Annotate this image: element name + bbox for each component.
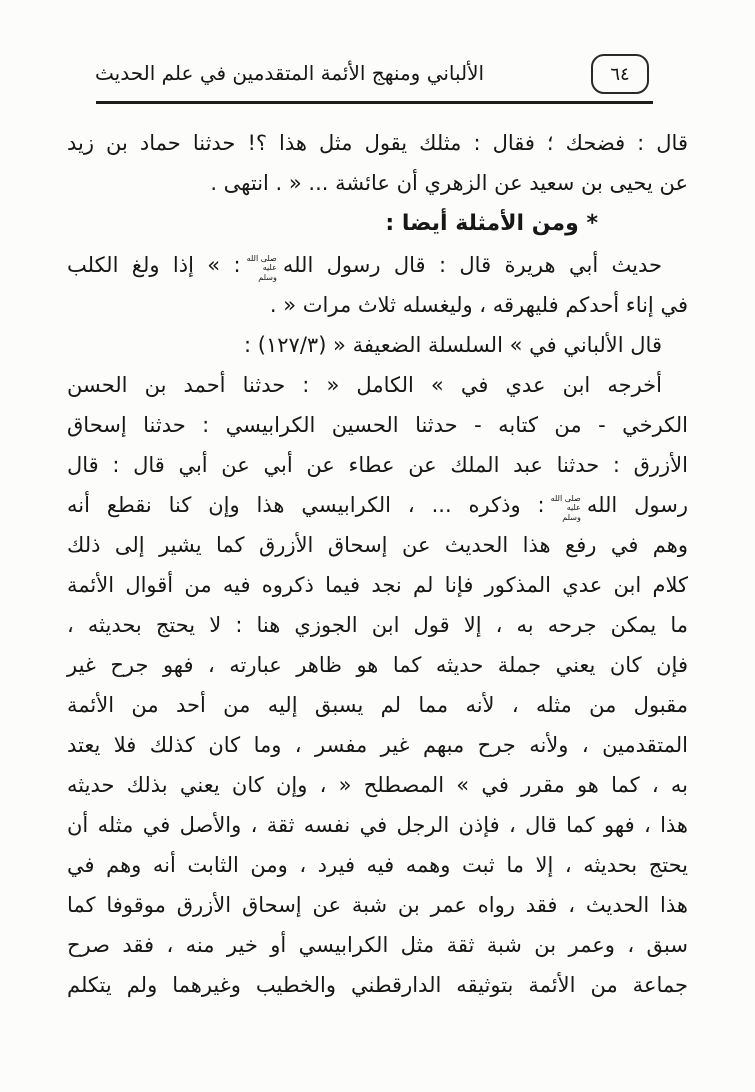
text-line xyxy=(67,485,688,525)
header-rule xyxy=(96,101,653,104)
salla-allahu-alayhi-wasallam-mark: صلى الله عليه وسلم xyxy=(246,253,277,282)
book-title: الألباني ومنهج الأئمة المتقدمين في علم الحديث xyxy=(95,61,485,85)
text-line: المتقدمين ، ولأنه جرح مبهم غير مفسر ، وما كان كذلك فلا يعتد xyxy=(67,733,688,757)
text-line: فإن كان يعني جملة حديثه كما هو ظاهر عبارته ، فهو جرح غير xyxy=(67,653,688,677)
text-segment: : » إذا ولغ الكلب xyxy=(67,253,241,277)
text-line: كلام ابن عدي المذكور فإنا لم نجد فيما ذكروه فيه من أقوال الأئمة xyxy=(67,573,688,597)
text-line: هذا الحديث ، فقد رواه عمر بن شبة عن إسحاق الأزرق موقوفا كما xyxy=(67,893,688,917)
text-line: وهم في رفع هذا الحديث عن إسحاق الأزرق كما يشير إلى ذلك xyxy=(67,533,688,557)
text-line: هذا ، فهو كما قال ، فإذن الرجل في نفسه ثقة ، والأصل في مثله أن xyxy=(67,813,688,837)
text-line: عن يحيى بن سعيد عن الزهري أن عائشة ... « . انتهى . xyxy=(210,171,688,195)
text-line: به ، كما هو مقرر في » المصطلح « ، وإن كان يعني بذلك حديثه xyxy=(67,773,688,797)
text-line: جماعة من الأئمة بتوثيقه الدارقطني والخطيب وغيرهما ولم يتكلم xyxy=(67,973,688,997)
salla-allahu-alayhi-wasallam-mark: صلى الله عليه وسلم xyxy=(550,493,581,522)
text-line: ما يمكن جرحه به ، إلا قول ابن الجوزي هنا : لا يحتج بحديثه ، xyxy=(67,613,688,637)
text-line: قال : فضحك ؛ فقال : مثلك يقول مثل هذا ؟! حدثنا حماد بن زيد xyxy=(67,131,688,155)
text-line: في إناء أحدكم فليهرقه ، وليغسله ثلاث مرات « . xyxy=(269,293,688,317)
text-line: الأزرق : حدثنا عبد الملك عن عطاء عن أبي عن أبي قال : قال xyxy=(67,453,688,477)
text-line: أخرجه ابن عدي في » الكامل « : حدثنا أحمد بن الحسن xyxy=(67,373,662,397)
text-line: الكرخي - من كتابه - حدثنا الحسين الكرابيسي : حدثنا إسحاق xyxy=(67,413,688,437)
text-segment: حديث أبي هريرة قال : قال رسول الله xyxy=(282,253,663,277)
text-line: مقبول من مثله ، لأنه مما لم يسبق إليه من أحد من الأئمة xyxy=(67,693,688,717)
page-header xyxy=(0,50,755,108)
section-heading: * ومن الأمثلة أيضا : xyxy=(385,211,598,236)
text-line: سبق ، وعمر بن شبة ثقة مثل الكرابيسي أو خير منه ، فقد صرح xyxy=(67,933,688,957)
citation-line: قال الألباني في » السلسلة الضعيفة « (١٢٧/٣) : xyxy=(244,333,662,357)
text-line xyxy=(67,245,688,285)
page-body xyxy=(67,123,688,1005)
page-number-box xyxy=(591,54,649,94)
text-line: يحتج بحديثه ، إلا ما ثبت وهمه فيه فيرد ، ومن الثابت أنه وهم في xyxy=(67,853,688,877)
text-segment: : وذكره ... ، الكرابيسي هذا وإن كنا نقطع أنه xyxy=(67,493,545,517)
page-number: ٦٤ xyxy=(610,64,630,85)
text-segment: رسول الله xyxy=(586,493,688,517)
